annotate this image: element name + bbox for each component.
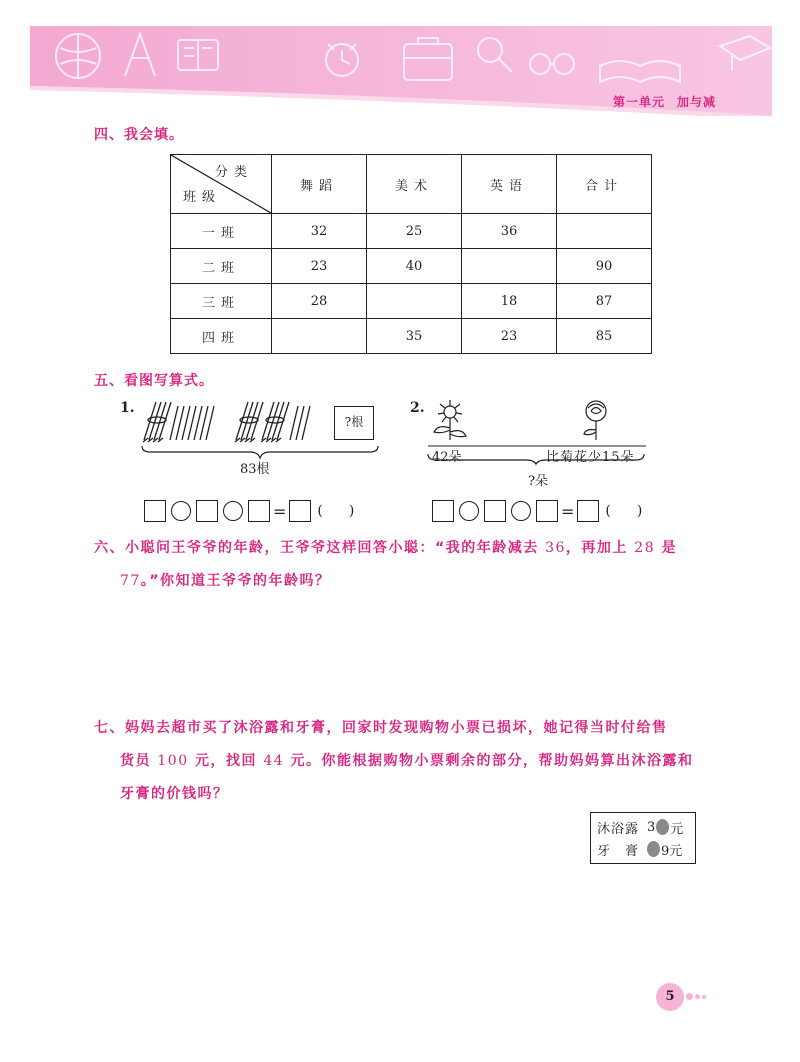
table-row	[171, 214, 652, 249]
unit-parens[interactable]: ()	[605, 503, 669, 519]
table-cell: 35	[367, 319, 462, 354]
receipt-item-name: 牙 膏	[597, 843, 640, 859]
q2-bottom-label: ?朵	[528, 474, 548, 489]
q2-equation	[432, 500, 668, 522]
class-table	[170, 154, 652, 354]
single-sticks	[290, 406, 310, 440]
table-cell: 90	[557, 249, 652, 284]
row-label: 一班	[171, 214, 272, 249]
table-cell	[272, 319, 367, 354]
table-cell: 87	[557, 284, 652, 319]
receipt-row	[597, 838, 689, 860]
table-cell	[557, 214, 652, 249]
decor-dot	[702, 995, 706, 999]
q7-text: 货员	[120, 753, 158, 769]
q7-text: 元，找回	[188, 753, 264, 769]
q7-text: 元。你能根据购物小票剩余的部分，帮助妈妈算出沐浴露和	[284, 753, 694, 769]
decor-dot	[686, 993, 693, 1000]
receipt-item-name: 沐浴露	[597, 821, 640, 837]
q6-number: 77	[120, 573, 141, 589]
column-header: 合计	[557, 155, 652, 214]
section7-question	[94, 712, 714, 811]
table-cell: 36	[462, 214, 557, 249]
answer-box[interactable]	[432, 500, 454, 522]
q1-total-label: 83根	[240, 462, 270, 477]
corner-bottom-label: 班级	[183, 190, 222, 205]
column-header: 英语	[462, 155, 557, 214]
q7-number: 100	[157, 753, 189, 769]
q6-text: 六、小聪问王爷爷的年龄，王爷爷这样回答小聪：“我的年龄减去	[94, 540, 546, 556]
table-cell: 40	[367, 249, 462, 284]
table-cell: 25	[367, 214, 462, 249]
receipt-price-unit: 元	[670, 821, 684, 837]
unit-label: 第一单元	[612, 95, 665, 109]
table-cell: 28	[272, 284, 367, 319]
column-header: 舞蹈	[272, 155, 367, 214]
q2-left-label: 42朵	[432, 450, 462, 465]
q1-number: 1.	[120, 400, 135, 416]
corner-top-label: 分类	[214, 165, 253, 180]
operator-circle[interactable]	[171, 501, 191, 521]
table-row	[171, 284, 652, 319]
q7-text: 牙膏的价钱吗？	[120, 786, 229, 802]
answer-box[interactable]	[536, 500, 558, 522]
rose-icon	[578, 398, 614, 442]
q6-text: ，再加上	[565, 540, 635, 556]
stick-bundles-illustration	[140, 396, 330, 446]
table-cell	[462, 249, 557, 284]
section6-question	[94, 532, 714, 598]
bundle-icon	[143, 402, 171, 442]
q7-text: 七、妈妈去超市买了沐浴露和牙膏，回家时发现购物小票已损坏，她记得当时付给售	[94, 720, 668, 736]
receipt-price-digit: 3	[647, 819, 656, 835]
operator-circle[interactable]	[511, 501, 531, 521]
row-label: 四班	[171, 319, 272, 354]
q1-equation	[144, 500, 380, 522]
section4-heading: 四、我会填。	[94, 127, 184, 143]
table-corner-cell	[171, 155, 272, 214]
ink-blot-icon	[656, 819, 669, 835]
operator-circle[interactable]	[223, 501, 243, 521]
section5-heading: 五、看图写算式。	[94, 373, 214, 389]
receipt-price-unit: 9元	[661, 843, 683, 859]
q7-number: 44	[263, 753, 285, 769]
q6-number: 28	[634, 540, 656, 556]
q6-number: 36	[545, 540, 566, 556]
table-cell: 32	[272, 214, 367, 249]
column-header: 美术	[367, 155, 462, 214]
answer-box[interactable]	[289, 500, 311, 522]
single-sticks	[170, 406, 214, 440]
decor-dot	[695, 994, 700, 999]
row-label: 二班	[171, 249, 272, 284]
answer-box[interactable]	[196, 500, 218, 522]
row-label: 三班	[171, 284, 272, 319]
answer-box[interactable]	[144, 500, 166, 522]
equals-sign: =	[273, 501, 287, 521]
ink-blot-icon	[647, 841, 660, 857]
table-cell: 23	[462, 319, 557, 354]
table-cell: 85	[557, 319, 652, 354]
chrysanthemum-icon	[428, 398, 472, 442]
q6-text: 。”你知道王爷爷的年龄吗？	[140, 573, 331, 589]
q1-unknown-box: ?根	[334, 406, 374, 440]
table-row	[171, 249, 652, 284]
operator-circle[interactable]	[459, 501, 479, 521]
table-cell: 23	[272, 249, 367, 284]
unit-title	[613, 93, 716, 110]
q6-text: 是	[655, 540, 677, 556]
table-cell	[367, 284, 462, 319]
equals-sign: =	[561, 501, 575, 521]
unit-parens[interactable]: ()	[317, 503, 381, 519]
bundle-icon	[261, 402, 289, 442]
table-row	[171, 319, 652, 354]
answer-box[interactable]	[248, 500, 270, 522]
answer-box[interactable]	[577, 500, 599, 522]
unit-topic: 加与减	[676, 95, 716, 109]
damaged-receipt	[590, 812, 696, 864]
answer-box[interactable]	[484, 500, 506, 522]
receipt-row	[597, 816, 689, 838]
q2-number: 2.	[410, 400, 425, 416]
table-cell: 18	[462, 284, 557, 319]
q2-right-label: 比菊花少15朵	[546, 450, 635, 465]
bundle-icon	[235, 402, 263, 442]
page-number: 5	[656, 983, 684, 1011]
